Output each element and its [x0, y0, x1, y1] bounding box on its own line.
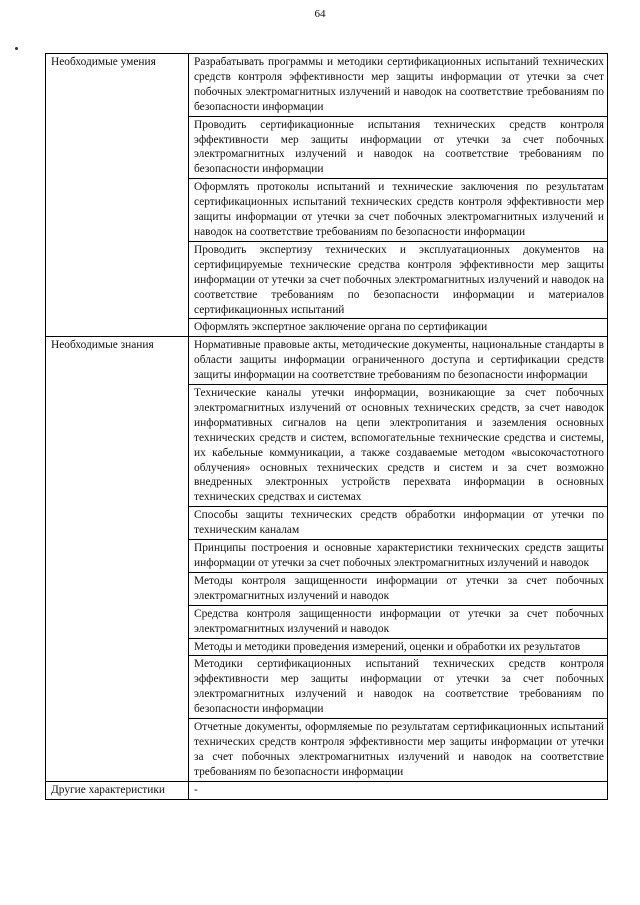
page-number: 64	[314, 8, 326, 20]
table-cell: Нормативные правовые акты, методические документы, национальные стандарты в области защиты информации ограниченного доступа и сертификации средств защиты информации на соответствие требованиям по безопасности информации	[189, 337, 608, 385]
table-cell: Способы защиты технических средств обработки информации от утечки по техническим каналам	[189, 507, 608, 540]
requirements-table	[45, 53, 608, 800]
table-cell: Оформлять экспертное заключение органа по сертификации	[189, 319, 608, 337]
table-cell: Отчетные документы, оформляемые по результатам сертификационных испытаний технических средств контроля эффективности мер защиты информации от утечки за счет побочных электромагнитных излучений и наводок на соответствие требованиям по безопасности информации	[189, 719, 608, 782]
table-cell: Средства контроля защищенности информации от утечки за счет побочных электромагнитных излучений и наводок	[189, 605, 608, 638]
margin-mark	[15, 47, 18, 50]
section-label-knowledge: Необходимые знания	[46, 337, 189, 781]
table-cell: Оформлять протоколы испытаний и технические заключения по результатам сертификационных испытаний технических средств контроля эффективности мер защиты информации от утечки за счет побочных электромагнитных излучений и наводок на соответствие требованиям по безопасности информации	[189, 179, 608, 242]
table-row	[46, 781, 608, 799]
table-cell: -	[189, 781, 608, 799]
table-cell: Проводить экспертизу технических и эксплуатационных документов на сертифицируемые технические средства контроля эффективности мер защиты информации от утечки за счет побочных электромагнитных излучений и наводок на соответствие требованиям по безопасности информации и материалов сертификационных испытаний	[189, 241, 608, 319]
table-cell: Проводить сертификационные испытания технических средств контроля эффективности мер защиты информации от утечки за счет побочных электромагнитных излучений и наводок на соответствие требованиям по безопасности информации	[189, 116, 608, 179]
section-label-skills: Необходимые умения	[46, 54, 189, 337]
table-cell: Разрабатывать программы и методики сертификационных испытаний технических средств контроля эффективности мер защиты информации от утечки за счет побочных электромагнитных излучений и наводок на соответствие требованиям по безопасности информации	[189, 54, 608, 117]
section-label-other: Другие характеристики	[46, 781, 189, 799]
table-cell: Методики сертификационных испытаний технических средств контроля эффективности мер защиты информации от утечки за счет побочных электромагнитных излучений и наводок на соответствие требованиям по безопасности информации	[189, 656, 608, 719]
table-cell: Методы и методики проведения измерений, оценки и обработки их результатов	[189, 638, 608, 656]
table-cell: Методы контроля защищенности информации от утечки за счет побочных электромагнитных излучений и наводок	[189, 572, 608, 605]
table-cell: Технические каналы утечки информации, возникающие за счет побочных электромагнитных излучений от основных технических средств, за счет наводок информативных сигналов на цепи электропитания и заземления основных технических средств и систем, вспомогательные технические средства и системы, их кабельные коммуникации, а также создаваемые методом «высокочастотного облучения» основных технических средств и систем и за счет возможно внедренных электронных устройств перехвата информации в основных технических средствах и системах	[189, 385, 608, 507]
table-row	[46, 337, 608, 385]
table-cell: Принципы построения и основные характеристики технических средств защиты информации от утечки за счет побочных электромагнитных излучений и наводок	[189, 540, 608, 573]
table-row	[46, 54, 608, 117]
